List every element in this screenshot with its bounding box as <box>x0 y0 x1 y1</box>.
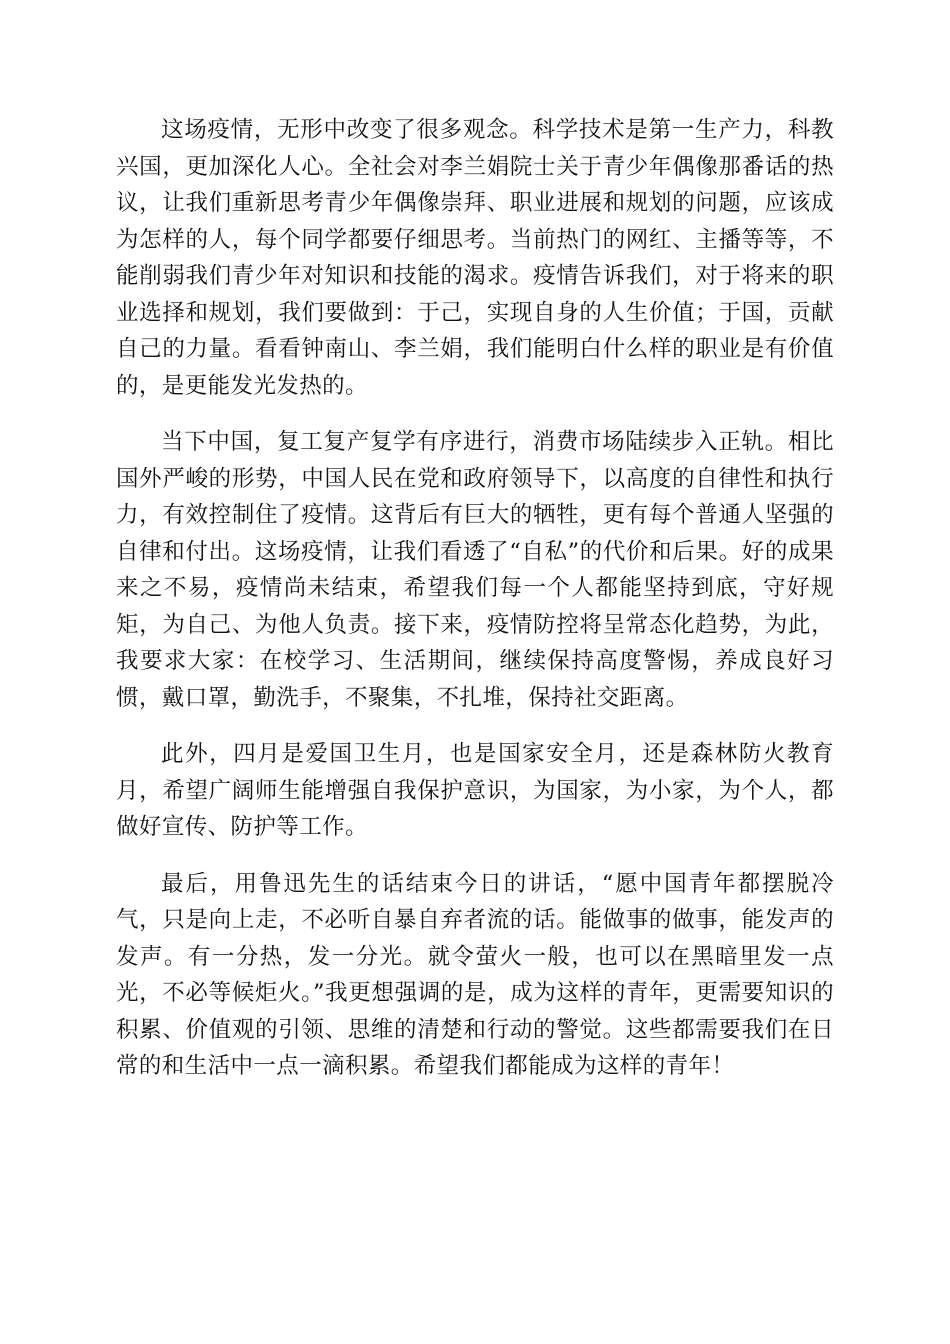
document-body <box>116 112 834 1105</box>
paragraph-3: 此外，四月是爱国卫生月，也是国家安全月，还是森林防火教育月，希望广阔师生能增强自我保护意识，为国家，为小家，为个人，都做好宣传、防护等工作。 <box>116 741 834 840</box>
paragraph-2: 当下中国，复工复产复学有序进行，消费市场陆续步入正轨。相比国外严峻的形势，中国人民在党和政府领导下，以高度的自律性和执行力，有效控制住了疫情。这背后有巨大的牺牲，更有每个普通人坚强的自律和付出。这场疫情，让我们看透了“自私”的代价和后果。好的成果来之不易，疫情尚未结束，希望我们每一个人都能坚持到底，守好规矩，为自己、为他人负责。接下来，疫情防控将呈常态化趋势，为此，我要求大家：在校学习、生活期间，继续保持高度警惕，养成良好习惯，戴口罩，勤洗手，不聚集，不扎堆，保持社交距离。 <box>116 429 834 711</box>
paragraph-1: 这场疫情，无形中改变了很多观念。科学技术是第一生产力，科教兴国，更加深化人心。全社会对李兰娟院士关于青少年偶像那番话的热议，让我们重新思考青少年偶像崇拜、职业进展和规划的问题，应该成为怎样的人，每个同学都要仔细思考。当前热门的网红、主播等等，不能削弱我们青少年对知识和技能的渴求。疫情告诉我们，对于将来的职业选择和规划，我们要做到：于己，实现自身的人生价值；于国，贡献自己的力量。看看钟南山、李兰娟，我们能明白什么样的职业是有价值的，是更能发光发热的。 <box>116 117 834 399</box>
paragraph-4: 最后，用鲁迅先生的话结束今日的讲话，“愿中国青年都摆脱冷气，只是向上走，不必听自暴自弃者流的话。能做事的做事，能发声的发声。有一分热，发一分光。就令萤火一般，也可以在黑暗里发一点光，不必等候炬火。”我更想强调的是，成为这样的青年，更需要知识的积累、价值观的引领、思维的清楚和行动的警觉。这些都需要我们在日常的和生活中一点一滴积累。希望我们都能成为这样的青年！ <box>116 870 834 1079</box>
